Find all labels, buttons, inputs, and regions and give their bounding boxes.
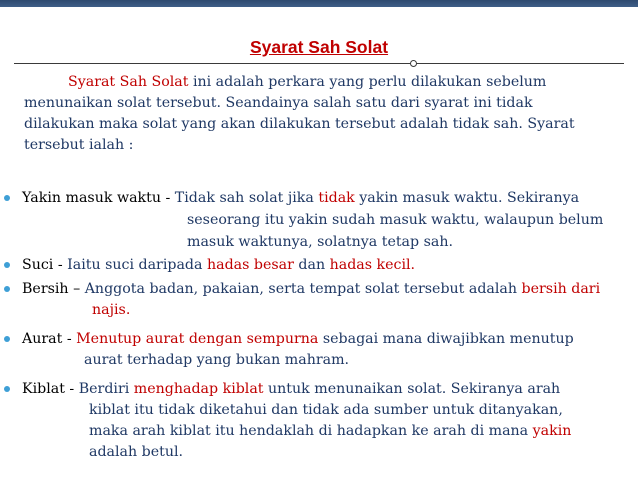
bullet-dot-icon xyxy=(4,262,10,268)
kiblat-text-a: Berdiri xyxy=(78,381,134,397)
intro-line-4: tersebut ialah : xyxy=(24,137,134,153)
bullet-dot-icon xyxy=(4,195,10,201)
aurat-text-b: sebagai mana diwajibkan menutup xyxy=(318,331,574,347)
aurat-line-2: aurat terhadap yang bukan mahram. xyxy=(84,352,350,368)
suci-text-d: hadas kecil. xyxy=(329,257,416,273)
page-title: Syarat Sah Solat xyxy=(249,37,389,57)
list-item-waktu-text xyxy=(22,187,579,209)
waktu-label: Yakin masuk waktu - xyxy=(22,190,175,206)
intro-lead: Syarat Sah Solat xyxy=(68,74,189,90)
waktu-line-2: seseorang itu yakin sudah masuk waktu, walaupun belum xyxy=(187,212,604,228)
suci-text-a: Iaitu suci daripada xyxy=(67,257,207,273)
kiblat-line-4: adalah betul. xyxy=(89,444,184,460)
intro-line-1-text: ini adalah perkara yang perlu dilakukan sebelum xyxy=(188,74,547,90)
kiblat-label: Kiblat - xyxy=(22,381,79,397)
bullet-dot-icon xyxy=(4,286,10,292)
aurat-text-a: Menutup aurat dengan sempurna xyxy=(76,331,319,347)
intro-line-3: dilakukan maka solat yang akan dilakukan tersebut adalah tidak sah. Syarat xyxy=(24,116,575,132)
suci-text-b: hadas besar xyxy=(206,257,294,273)
kiblat-line-3-text: maka arah kiblat itu hendaklah di hadapkan ke arah di mana xyxy=(89,423,533,439)
intro-line-1 xyxy=(24,72,614,93)
waktu-text-a: Tidak sah solat jika xyxy=(174,190,319,206)
bersih-text-b: bersih dari xyxy=(521,281,601,297)
intro-line-2: menunaikan solat tersebut. Seandainya salah satu dari syarat ini tidak xyxy=(24,95,533,111)
list-item-bersih-text xyxy=(22,278,600,300)
bullet-dot-icon xyxy=(4,386,10,392)
bersih-text-a: Anggota badan, pakaian, serta tempat solat tersebut adalah xyxy=(84,281,522,297)
waktu-line-3: masuk waktunya, solatnya tetap sah. xyxy=(187,234,453,250)
kiblat-line-3-highlight: yakin xyxy=(532,423,572,439)
kiblat-text-b: menghadap kiblat xyxy=(133,381,264,397)
aurat-label: Aurat - xyxy=(22,331,77,347)
kiblat-text-c: untuk menunaikan solat. Sekiranya arah xyxy=(263,381,561,397)
waktu-text-b: tidak xyxy=(318,190,355,206)
suci-text-c: dan xyxy=(293,257,330,273)
kiblat-line-2: kiblat itu tidak diketahui dan tidak ada sumber untuk ditanyakan, xyxy=(89,402,563,418)
kiblat-line-3 xyxy=(89,420,571,442)
bersih-label: Bersih – xyxy=(22,281,85,297)
title-divider xyxy=(14,60,624,67)
suci-label: Suci - xyxy=(22,257,68,273)
top-accent-bar xyxy=(0,0,638,7)
divider-circle-icon xyxy=(410,60,417,67)
bersih-line-2: najis. xyxy=(92,302,131,318)
list-item-aurat-text xyxy=(22,328,574,350)
divider-line xyxy=(14,63,624,64)
list-item-kiblat-text xyxy=(22,378,560,400)
intro-paragraph xyxy=(24,72,614,156)
waktu-text-c: yakin masuk waktu. Sekiranya xyxy=(354,190,580,206)
list-item-suci-text xyxy=(22,254,415,276)
bullet-dot-icon xyxy=(4,336,10,342)
